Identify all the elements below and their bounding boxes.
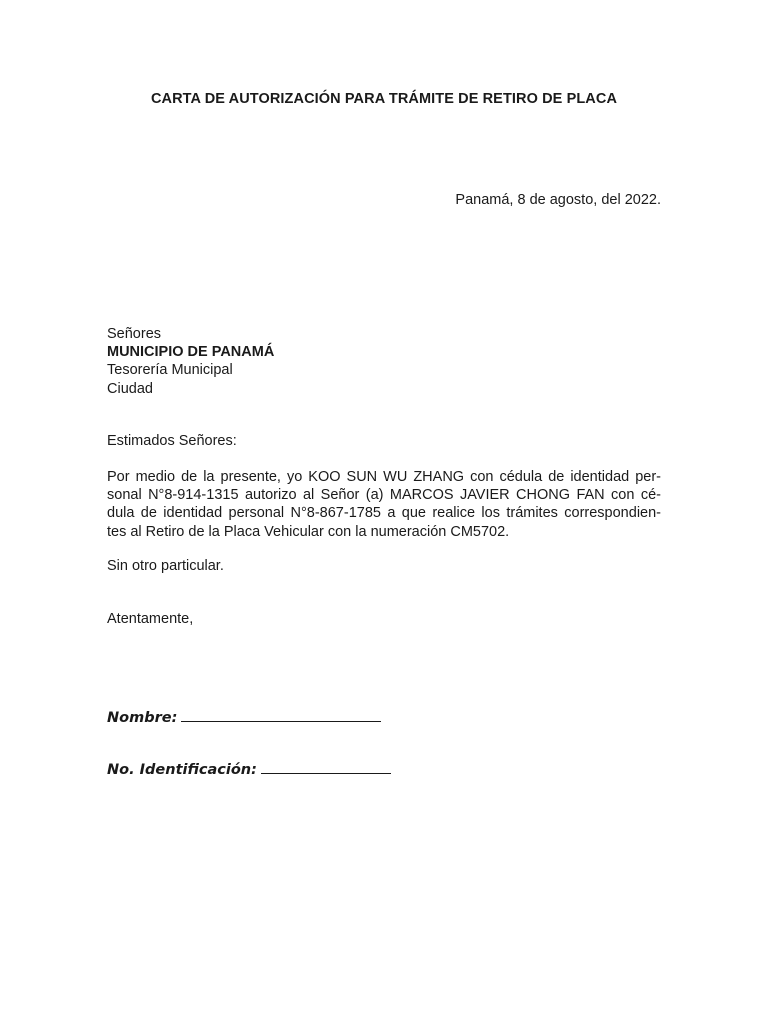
signature-id-row <box>107 761 391 778</box>
body-line: dula de identidad personal N°8-867-1785 a que realice los trámites correspondien- <box>107 505 661 522</box>
signature-name-label: Nombre: <box>107 710 178 726</box>
recipient-organization: MUNICIPIO DE PANAMÁ <box>107 344 275 361</box>
closing-signoff: Atentamente, <box>107 611 194 627</box>
signature-id-blank-line <box>261 761 391 774</box>
body-line: tes al Retiro de la Placa Vehicular con la numeración CM5702. <box>107 523 510 540</box>
signature-id-label: No. Identificación: <box>107 762 257 778</box>
body-line: Por medio de la presente, yo KOO SUN WU ZHANG con cédula de identidad per- <box>107 469 661 485</box>
closing-remark: Sin otro particular. <box>107 558 224 574</box>
date-line: Panamá, 8 de agosto, del 2022. <box>455 192 661 208</box>
body-paragraph <box>107 468 661 541</box>
body-line: sonal N°8-914-1315 autorizo al Señor (a) MARCOS JAVIER CHONG FAN con cé- <box>107 487 661 504</box>
recipient-salutation: Señores <box>107 326 162 342</box>
document-title: CARTA DE AUTORIZACIÓN PARA TRÁMITE DE RETIRO DE PLACA <box>150 91 618 107</box>
signature-name-blank-line <box>181 709 381 722</box>
signature-name-row <box>107 709 381 726</box>
greeting: Estimados Señores: <box>107 433 237 449</box>
recipient-department: Tesorería Municipal <box>107 362 233 379</box>
recipient-block <box>107 325 274 398</box>
recipient-city: Ciudad <box>107 380 153 397</box>
